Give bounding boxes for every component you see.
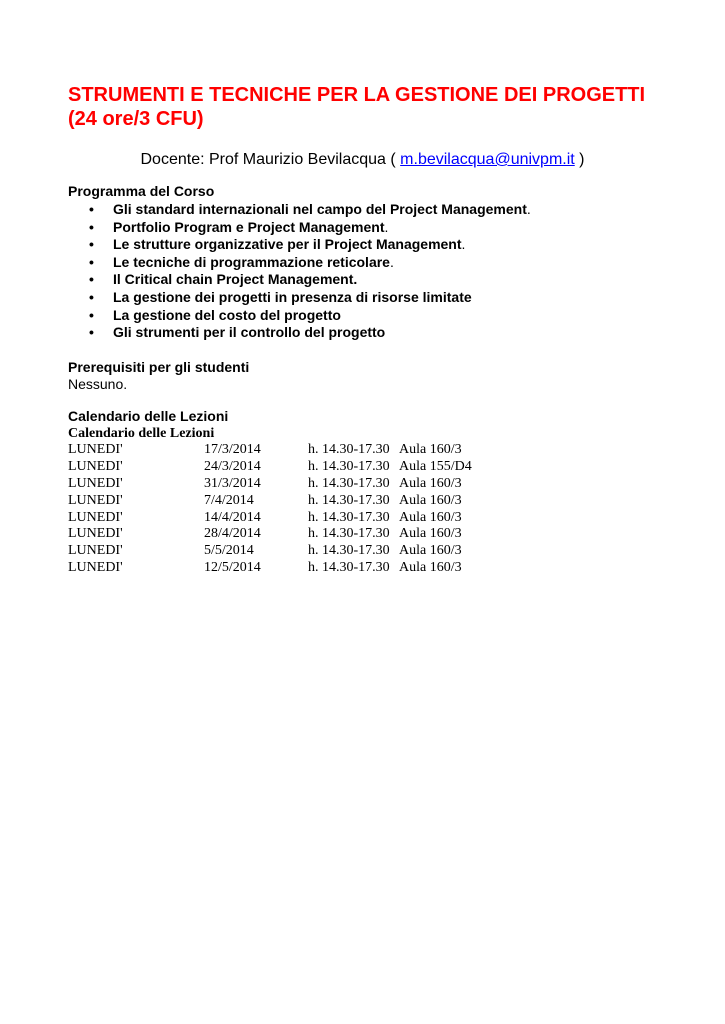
cell-date: 5/5/2014 (204, 543, 254, 559)
cell-date: 12/5/2014 (204, 560, 261, 576)
cell-time: h. 14.30-17.30 (308, 458, 390, 474)
cell-time: h. 14.30-17.30 (308, 543, 390, 559)
bullet-icon: • (89, 288, 94, 305)
cell-day: LUNEDI' (68, 492, 123, 508)
cell-room: Aula 160/3 (399, 475, 462, 491)
bullet-icon: • (89, 236, 94, 253)
cell-room: Aula 160/3 (399, 543, 462, 559)
bullet-icon: • (89, 218, 94, 235)
prerequisiti-heading: Prerequisiti per gli studenti (68, 359, 250, 375)
programma-list (68, 201, 531, 342)
cell-date: 14/4/2014 (204, 509, 261, 525)
list-item-text: Le strutture organizzative per il Project Management (113, 236, 462, 253)
cell-day: LUNEDI' (68, 526, 123, 542)
bullet-icon: • (89, 324, 94, 341)
cell-day: LUNEDI' (68, 442, 123, 457)
cell-time: h. 14.30-17.30 (308, 509, 390, 525)
cell-day: LUNEDI' (68, 543, 123, 559)
cell-time: h. 14.30-17.30 (308, 475, 390, 491)
cell-day: LUNEDI' (68, 560, 123, 576)
calendario-subheading: Calendario delle Lezioni (68, 426, 215, 441)
list-item (68, 271, 531, 289)
list-item (68, 289, 531, 307)
cell-room: Aula 160/3 (399, 560, 462, 576)
cell-date: 24/3/2014 (204, 458, 261, 474)
list-item (68, 236, 531, 254)
bullet-icon: • (89, 271, 94, 288)
cell-date: 7/4/2014 (204, 492, 254, 508)
prerequisiti-text: Nessuno. (68, 376, 128, 392)
cell-day: LUNEDI' (68, 458, 123, 474)
list-item (68, 254, 531, 272)
course-title: STRUMENTI E TECNICHE PER LA GESTIONE DEI PROGETTI (24 ore/3 CFU) (68, 84, 646, 130)
list-item-text: Gli standard internazionali nel campo del Project Management (113, 201, 527, 217)
docente-suffix: ) (574, 151, 585, 168)
cell-date: 28/4/2014 (204, 526, 261, 542)
list-item (68, 307, 531, 325)
cell-room: Aula 160/3 (399, 526, 462, 542)
cell-date: 17/3/2014 (204, 442, 261, 457)
cell-room: Aula 160/3 (399, 492, 462, 508)
list-item-text: Gli strumenti per il controllo del progetto (113, 324, 386, 341)
cell-room: Aula 155/D4 (399, 458, 472, 474)
list-item (68, 324, 531, 342)
list-item-trail: . (384, 218, 389, 235)
docente-label: Docente: Prof Maurizio Bevilacqua ( (140, 151, 401, 168)
list-item-text: Il Critical chain Project Management. (113, 271, 358, 288)
list-item-text: La gestione del costo del progetto (113, 306, 341, 323)
cell-room: Aula 160/3 (399, 442, 462, 457)
list-item (68, 201, 531, 219)
list-item-trail: . (461, 236, 466, 253)
list-item-text: Le tecniche di programmazione reticolare (113, 253, 390, 270)
cell-date: 31/3/2014 (204, 475, 261, 491)
list-item-trail: . (526, 201, 531, 217)
bullet-icon: • (89, 253, 94, 270)
cell-time: h. 14.30-17.30 (308, 442, 390, 457)
cell-room: Aula 160/3 (399, 509, 462, 525)
bullet-icon: • (89, 306, 94, 323)
list-item (68, 219, 531, 237)
cell-time: h. 14.30-17.30 (308, 560, 390, 576)
docente-line (0, 150, 725, 170)
docente-email-link[interactable]: m.bevilacqua@univpm.it (400, 151, 575, 168)
bullet-icon: • (89, 201, 94, 217)
cell-time: h. 14.30-17.30 (308, 492, 390, 508)
programma-heading: Programma del Corso (68, 183, 215, 199)
list-item-trail: . (389, 253, 394, 270)
cell-day: LUNEDI' (68, 509, 123, 525)
list-item-text: La gestione dei progetti in presenza di risorse limitate (113, 288, 472, 305)
cell-day: LUNEDI' (68, 475, 123, 491)
cell-time: h. 14.30-17.30 (308, 526, 390, 542)
calendario-heading: Calendario delle Lezioni (68, 408, 229, 424)
list-item-text: Portfolio Program e Project Management (113, 218, 385, 235)
